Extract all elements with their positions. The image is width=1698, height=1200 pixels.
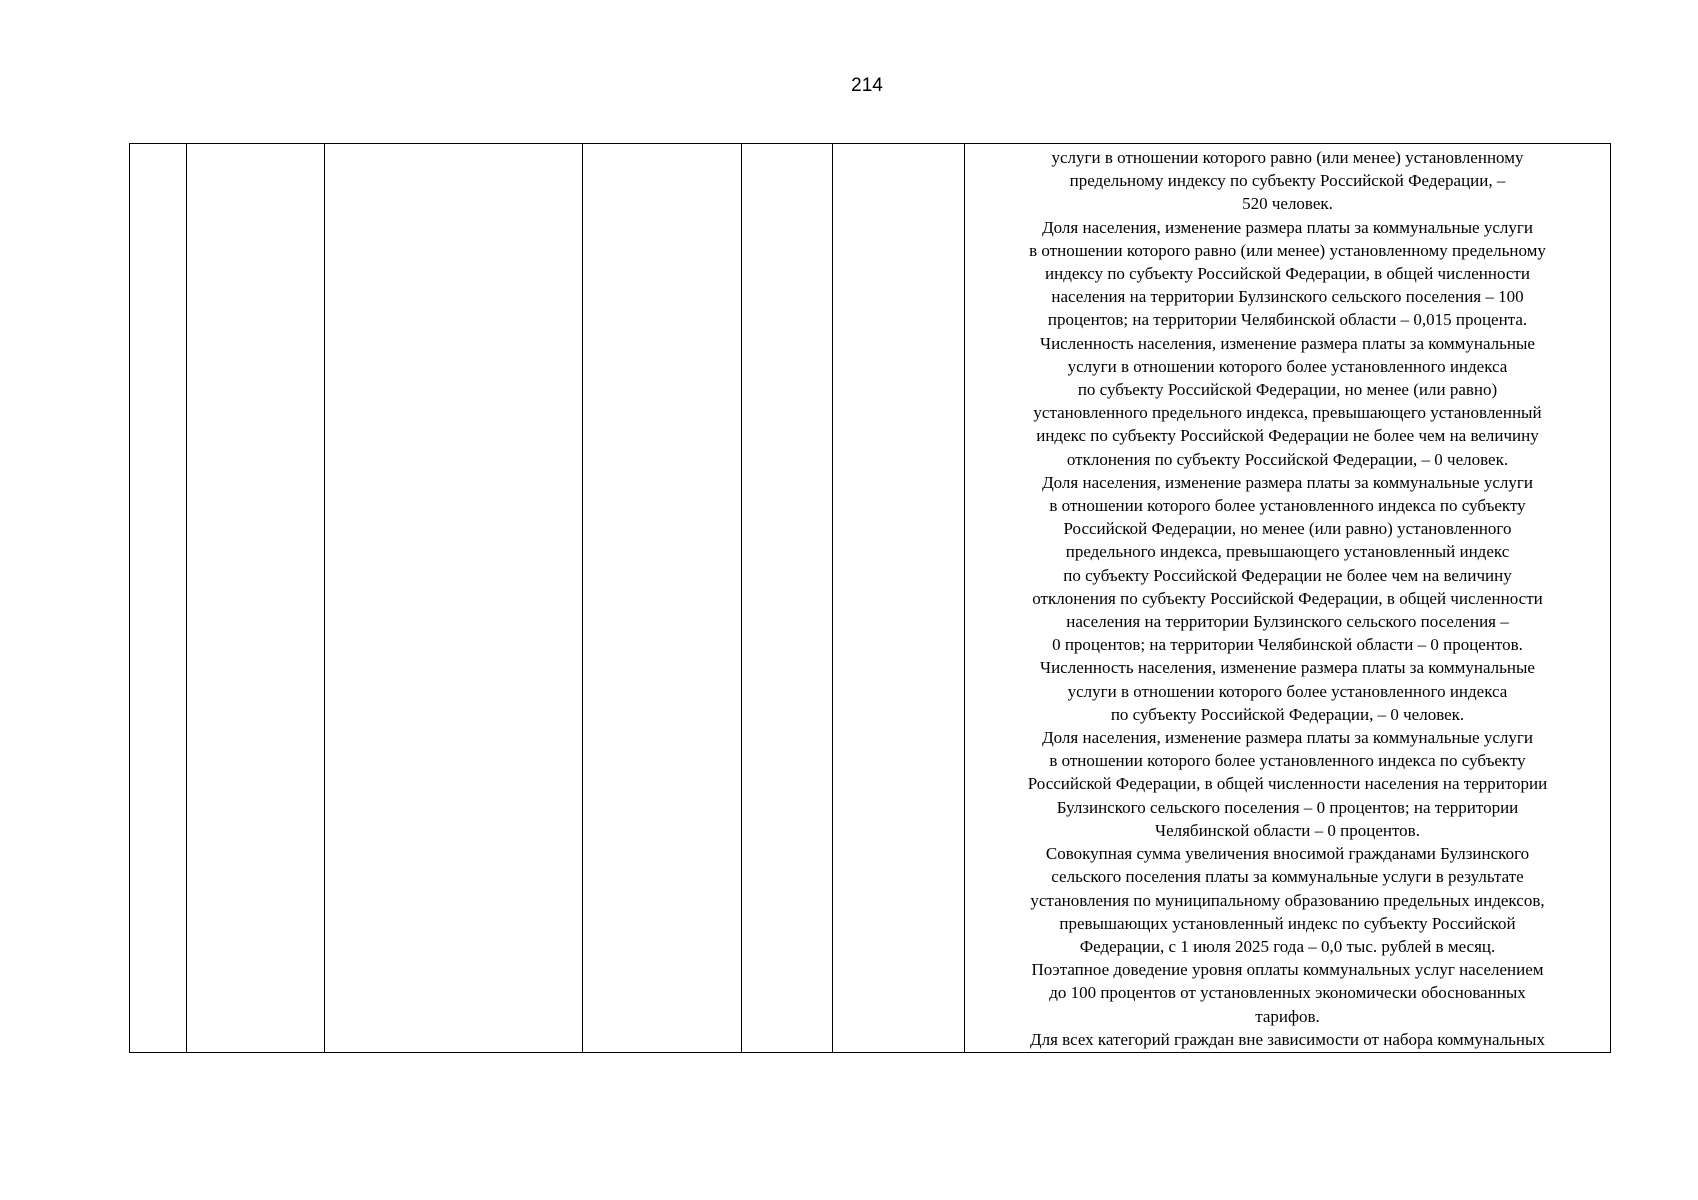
table-row bbox=[130, 144, 1611, 1053]
text-line: в отношении которого более установленного индекса по субъекту bbox=[1049, 751, 1526, 771]
table-cell-4 bbox=[583, 144, 742, 1053]
text-line: Российской Федерации, в общей численности населения на территории bbox=[1027, 774, 1548, 794]
text-line: Совокупная сумма увеличения вносимой гражданами Булзинского bbox=[1045, 844, 1530, 864]
text-line: установления по муниципальному образованию предельных индексов, bbox=[1030, 890, 1545, 910]
text-line: Для всех категорий граждан вне зависимости от набора коммунальных bbox=[1030, 1029, 1545, 1049]
text-line: Поэтапное доведение уровня оплаты коммунальных услуг населением bbox=[1031, 960, 1544, 980]
text-line: 0 процентов; на территории Челябинской области – 0 процентов. bbox=[1052, 635, 1523, 655]
table-cell-text bbox=[965, 144, 1611, 1053]
table-cell-6 bbox=[833, 144, 965, 1053]
text-line: Российской Федерации, но менее (или равно) установленного bbox=[1063, 519, 1512, 539]
text-line: услуги в отношении которого более установленного индекса bbox=[1067, 356, 1508, 376]
text-line: индексу по субъекту Российской Федерации, в общей численности bbox=[1045, 264, 1530, 284]
text-line: предельному индексу по субъекту Российской Федерации, – bbox=[1069, 171, 1506, 191]
text-line: в отношении которого более установленного индекса по субъекту bbox=[1049, 496, 1526, 516]
table-cell-5 bbox=[742, 144, 833, 1053]
text-line: индекс по субъекту Российской Федерации не более чем на величину bbox=[1036, 426, 1539, 446]
table-cell-1 bbox=[130, 144, 187, 1053]
text-line: населения на территории Булзинского сельского поселения – bbox=[1066, 612, 1509, 632]
text-line: тарифов. bbox=[1255, 1006, 1320, 1026]
text-line: услуги в отношении которого более установленного индекса bbox=[1067, 681, 1508, 701]
text-line: процентов; на территории Челябинской области – 0,015 процента. bbox=[1047, 310, 1528, 330]
text-line: Доля населения, изменение размера платы за коммунальные услуги bbox=[1042, 728, 1533, 748]
text-line: по субъекту Российской Федерации не более чем на величину bbox=[1063, 565, 1512, 585]
data-table bbox=[129, 143, 1611, 1053]
page-number: 214 bbox=[851, 75, 883, 96]
text-line: Федерации, с 1 июля 2025 года – 0,0 тыс. рублей в месяц. bbox=[1079, 936, 1496, 956]
text-line: превышающих установленный индекс по субъекту Российской bbox=[1059, 913, 1516, 933]
text-line: сельского поселения платы за коммунальные услуги в результате bbox=[1051, 867, 1524, 887]
text-line: в отношении которого равно (или менее) установленному предельному bbox=[1029, 240, 1546, 260]
text-line: 520 человек. bbox=[1242, 194, 1333, 214]
text-line: Доля населения, изменение размера платы за коммунальные услуги bbox=[1042, 217, 1533, 237]
text-line: услуги в отношении которого равно (или менее) установленному bbox=[1051, 148, 1524, 167]
text-line: отклонения по субъекту Российской Федерации, в общей численности bbox=[1032, 588, 1543, 608]
text-line: до 100 процентов от установленных экономически обоснованных bbox=[1049, 983, 1526, 1003]
text-line: по субъекту Российской Федерации, – 0 человек. bbox=[1110, 704, 1465, 724]
text-line: Челябинской области – 0 процентов. bbox=[1155, 820, 1420, 840]
text-line: Численность населения, изменение размера платы за коммунальные bbox=[1040, 333, 1535, 353]
text-line: населения на территории Булзинского сельского поселения – 100 bbox=[1051, 287, 1524, 307]
table-cell-3 bbox=[325, 144, 583, 1053]
text-line: установленного предельного индекса, превышающего установленный bbox=[1033, 403, 1542, 423]
table-cell-2 bbox=[187, 144, 325, 1053]
text-line: отклонения по субъекту Российской Федерации, – 0 человек. bbox=[1066, 449, 1509, 469]
text-line: Доля населения, изменение размера платы за коммунальные услуги bbox=[1042, 472, 1533, 492]
text-line: Численность населения, изменение размера платы за коммунальные bbox=[1040, 658, 1535, 678]
text-line: предельного индекса, превышающего установленный индекс bbox=[1065, 542, 1510, 562]
text-line: по субъекту Российской Федерации, но менее (или равно) bbox=[1077, 380, 1498, 400]
text-line: Булзинского сельского поселения – 0 процентов; на территории bbox=[1056, 797, 1519, 817]
